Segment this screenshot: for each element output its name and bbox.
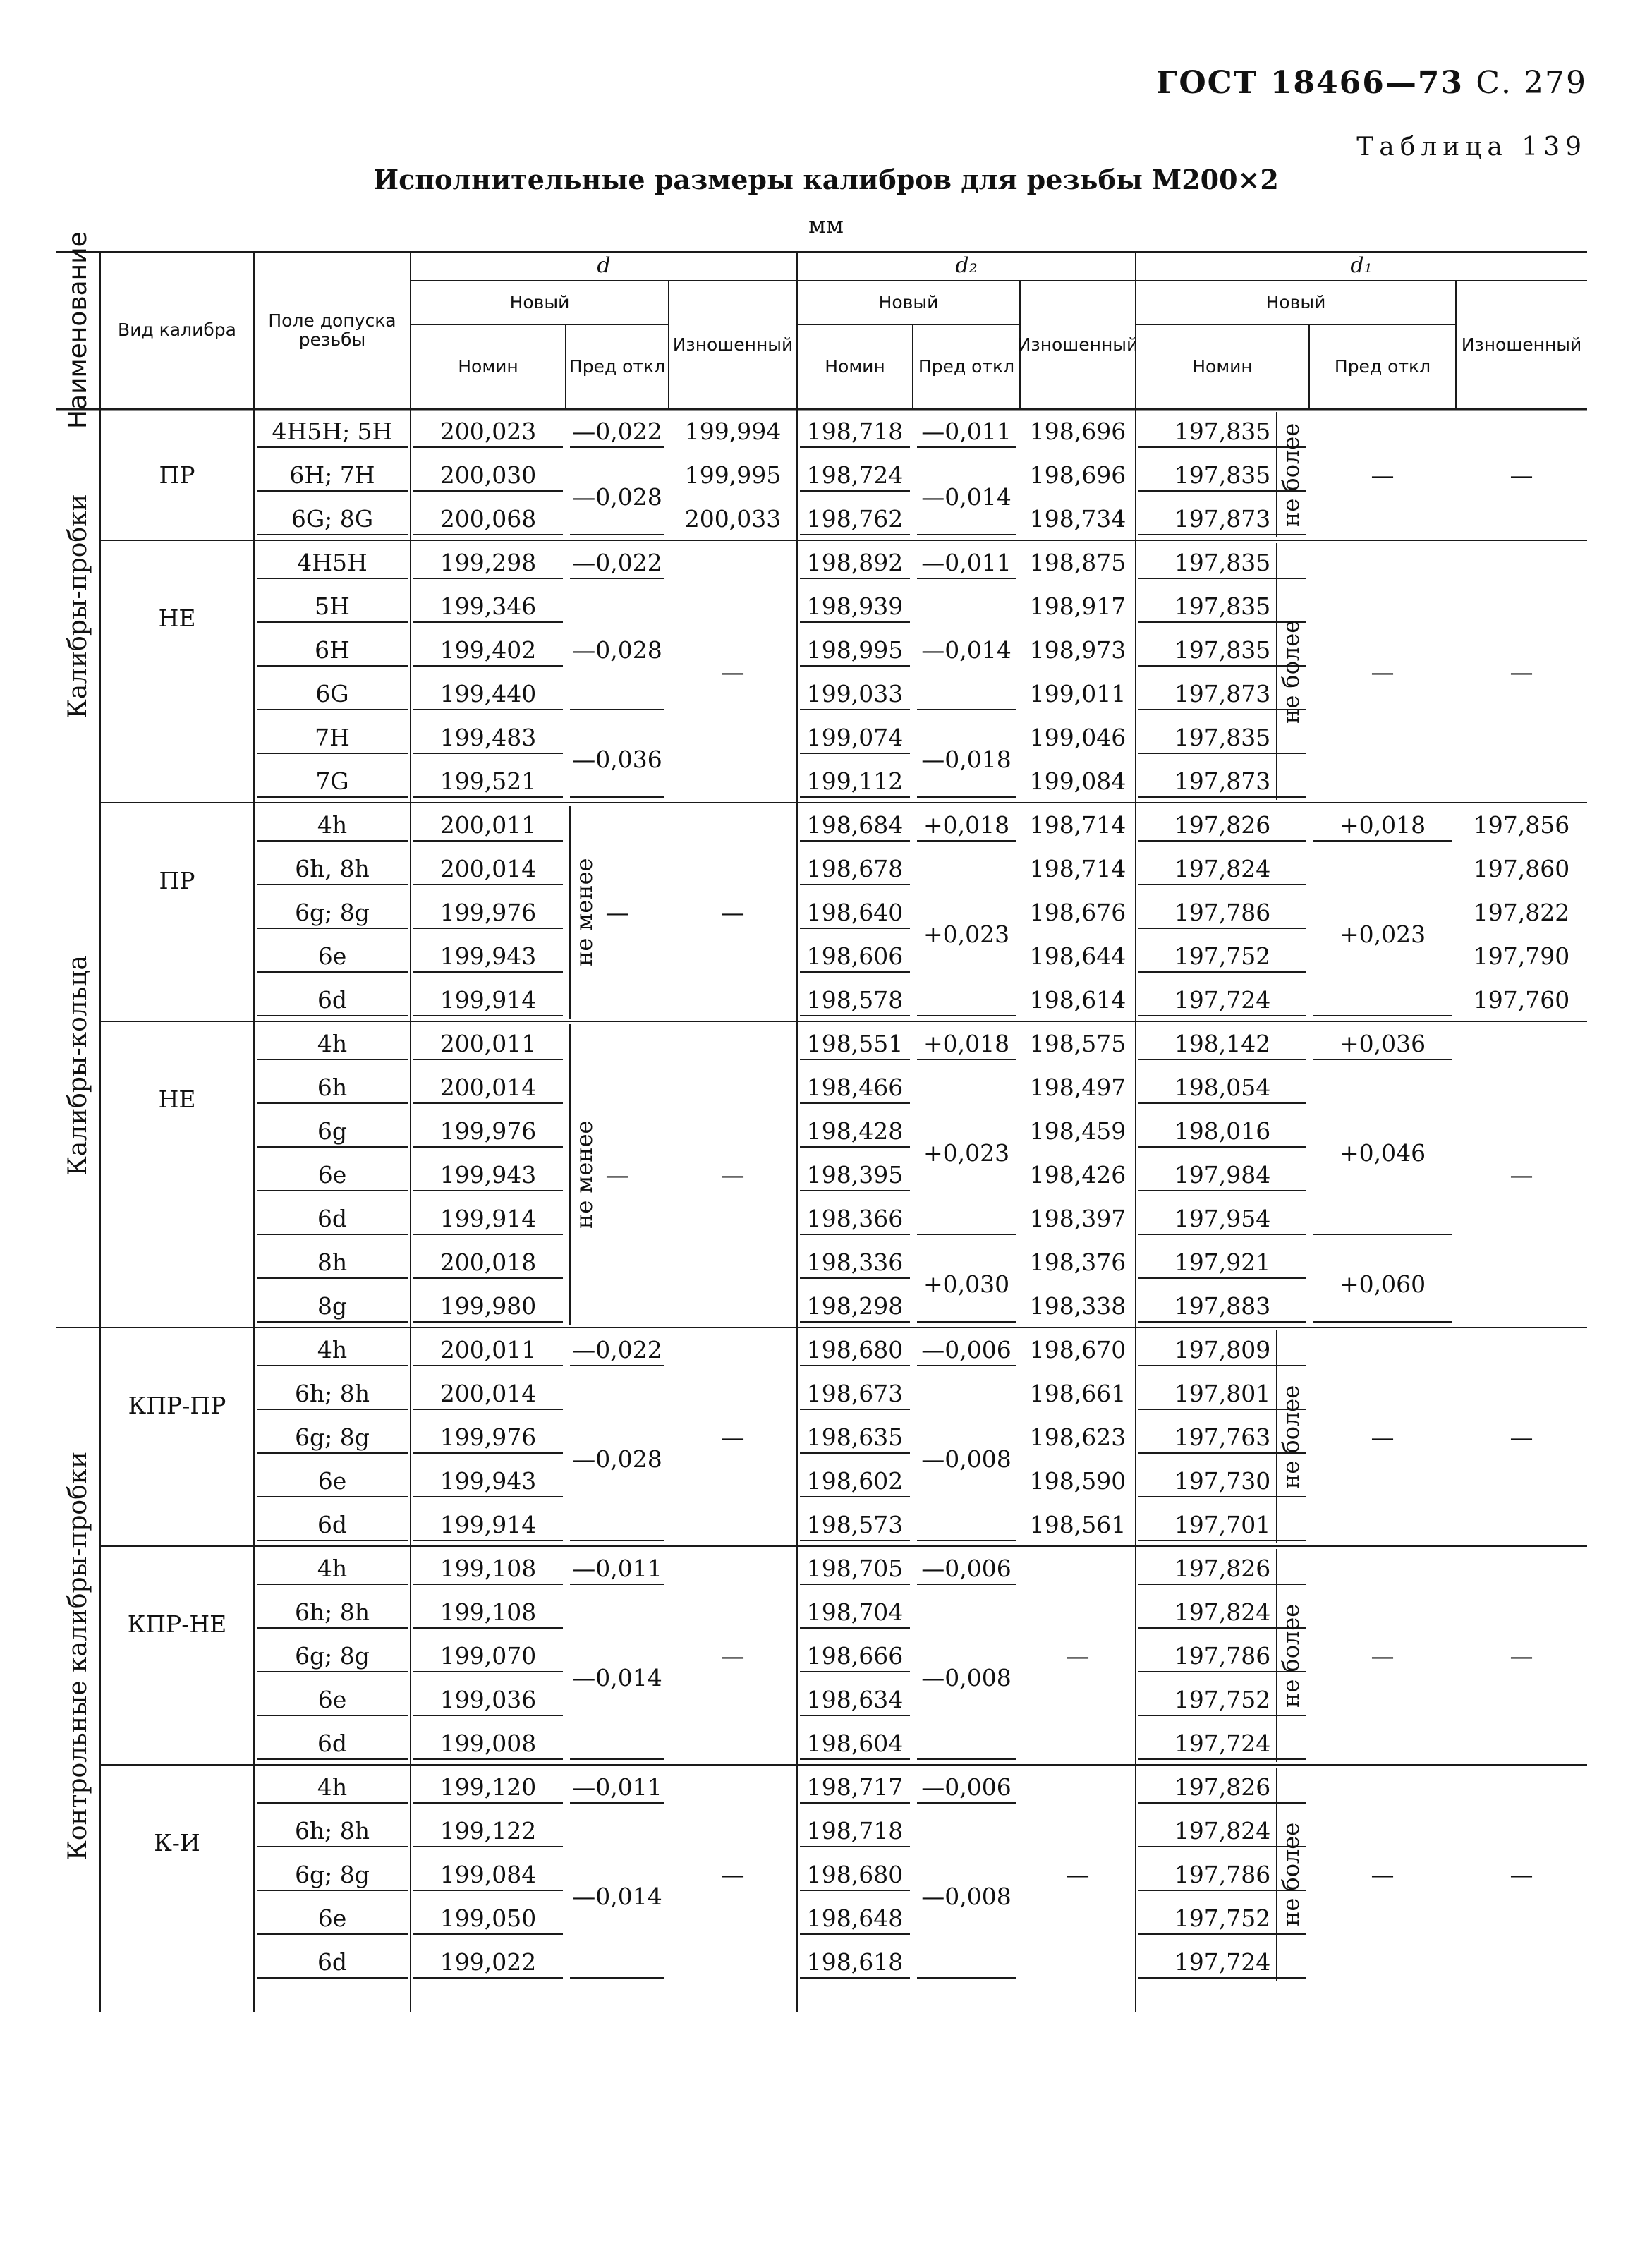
d2-worn-cell: 198,714 [1029, 854, 1126, 882]
d2-worn-cell: 198,917 [1029, 592, 1126, 620]
d2-nominal-cell: 199,112 [806, 767, 904, 795]
d1-nominal-cell: 197,824 [1174, 1816, 1271, 1845]
column-header-worn-d1: Изношенный [1461, 334, 1582, 356]
d-nominal-cell: 199,346 [439, 592, 537, 620]
d2-worn-cell: 198,973 [1029, 636, 1126, 664]
d1-nominal-cell: 197,701 [1174, 1510, 1271, 1538]
d1-nominal-cell: 197,883 [1174, 1292, 1271, 1320]
dash-cell: — [721, 657, 745, 686]
d2-worn-cell: 198,590 [1029, 1466, 1126, 1495]
d1-nominal-cell: 197,786 [1174, 1641, 1271, 1670]
dash-cell: — [1371, 657, 1395, 686]
d1-nominal-cell: 197,921 [1174, 1248, 1271, 1276]
d-nominal-cell: 200,014 [439, 854, 537, 882]
unit-label: мм [808, 212, 844, 238]
note-not-more: не более [1277, 1603, 1304, 1708]
dash-cell: — [1510, 1641, 1533, 1670]
d2-worn-cell: 198,734 [1029, 504, 1126, 533]
d2-worn-cell: 198,426 [1029, 1160, 1126, 1189]
deviation-cell: —0,018 [921, 745, 1012, 773]
d2-nominal-cell: 198,635 [806, 1423, 904, 1451]
d1-nominal-cell: 197,873 [1174, 504, 1271, 533]
d2-worn-cell: 199,046 [1029, 723, 1126, 751]
d1-nominal-cell: 197,826 [1174, 810, 1271, 839]
d-nominal-cell: 199,976 [439, 898, 537, 926]
d2-nominal-cell: 198,602 [806, 1466, 904, 1495]
tolerance-cell: 6d [317, 1510, 348, 1538]
deviation-cell: —0,014 [572, 1663, 662, 1691]
d-nominal-cell: 200,023 [439, 417, 537, 445]
tolerance-cell: 6g; 8g [295, 898, 370, 926]
gauge-dimensions-table [56, 231, 1587, 2141]
note-not-more: не более [1277, 619, 1304, 724]
d-nominal-cell: 199,943 [439, 942, 537, 970]
dash-cell: — [721, 1641, 745, 1670]
d1-nominal-cell: 197,835 [1174, 723, 1271, 751]
tolerance-cell: 6h; 8h [294, 1816, 370, 1845]
column-header-deviation-d2: Пред откл [918, 356, 1015, 377]
d-nominal-cell: 199,976 [439, 1423, 537, 1451]
d1-nominal-cell: 197,835 [1174, 461, 1271, 489]
note-not-less: не менее [571, 1120, 597, 1229]
d1-worn-cell: 197,860 [1473, 854, 1570, 882]
d2-nominal-cell: 199,074 [806, 723, 904, 751]
d-nominal-cell: 199,084 [439, 1860, 537, 1888]
deviation-cell: —0,011 [921, 417, 1012, 445]
dash-cell: — [1371, 1423, 1395, 1451]
d2-nominal-cell: 198,680 [806, 1335, 904, 1363]
gauge-type-2: ПР [159, 866, 195, 894]
d-nominal-cell: 200,011 [439, 810, 537, 839]
d-nominal-cell: 200,011 [439, 1029, 537, 1057]
d2-nominal-cell: 198,995 [806, 636, 904, 664]
d1-nominal-cell: 197,824 [1174, 854, 1271, 882]
dash-cell: — [1510, 461, 1533, 489]
deviation-cell: +0,023 [923, 920, 1010, 948]
d2-nominal-cell: 198,618 [806, 1948, 904, 1976]
tolerance-cell: 6g; 8g [295, 1423, 370, 1451]
gauge-type-1: НЕ [158, 604, 196, 632]
d2-worn-cell: 198,623 [1029, 1423, 1126, 1451]
note-not-less: не менее [571, 858, 597, 966]
tolerance-cell: 6H; 7H [289, 461, 375, 489]
dash-cell: — [1066, 1641, 1090, 1670]
d2-worn-cell: 198,714 [1029, 810, 1126, 839]
deviation-cell: —0,036 [572, 745, 662, 773]
dash-cell: — [721, 1423, 745, 1451]
tolerance-cell: 6h, 8h [295, 854, 370, 882]
note-not-more: не более [1277, 423, 1304, 527]
d1-nominal-cell: 198,054 [1174, 1073, 1271, 1101]
d-nominal-cell: 199,980 [439, 1292, 537, 1320]
column-header-type: Вид калибра [118, 320, 236, 341]
tolerance-cell: 6G; 8G [291, 504, 374, 533]
d1-nominal-cell: 197,835 [1174, 636, 1271, 664]
d-nominal-cell: 200,014 [439, 1379, 537, 1407]
d2-nominal-cell: 198,336 [806, 1248, 904, 1276]
d2-worn-cell: 198,696 [1029, 417, 1126, 445]
deviation-cell: +0,023 [923, 1138, 1010, 1167]
column-header-deviation-d1: Пред откл [1334, 356, 1431, 377]
d1-worn-cell: 197,790 [1473, 942, 1570, 970]
d1-nominal-cell: 197,752 [1174, 942, 1271, 970]
d-nominal-cell: 199,483 [439, 723, 537, 751]
d1-worn-cell: 197,856 [1473, 810, 1570, 839]
d2-worn-cell: 198,875 [1029, 548, 1126, 576]
tolerance-cell: 8h [317, 1248, 348, 1276]
d2-nominal-cell: 198,724 [806, 461, 904, 489]
deviation-cell: +0,030 [923, 1270, 1010, 1298]
d1-nominal-cell: 197,824 [1174, 1598, 1271, 1626]
d2-nominal-cell: 198,428 [806, 1117, 904, 1145]
d2-nominal-cell: 198,680 [806, 1860, 904, 1888]
table-title: Исполнительные размеры калибров для резьбы М200×2 [373, 164, 1279, 195]
d-worn-cell: 199,994 [684, 417, 782, 445]
note-not-more: не более [1277, 1822, 1304, 1926]
group-label-2: Контрольные калибры-пробки [63, 1451, 92, 1860]
column-header-d2: d₂ [955, 253, 978, 278]
d2-worn-cell: 198,670 [1029, 1335, 1126, 1363]
deviation-cell: —0,011 [572, 1773, 662, 1801]
column-header-new-d2: Новый [878, 292, 939, 313]
d1-nominal-cell: 198,142 [1174, 1029, 1271, 1057]
column-header-new-d1: Новый [1265, 292, 1326, 313]
d2-nominal-cell: 198,606 [806, 942, 904, 970]
d2-nominal-cell: 198,298 [806, 1292, 904, 1320]
d1-nominal-cell: 197,835 [1174, 417, 1271, 445]
dash-cell: — [1510, 1160, 1533, 1189]
table-number: Таблица 139 [1356, 133, 1587, 162]
deviation-cell: —0,008 [921, 1882, 1012, 1910]
d1-nominal-cell: 197,801 [1174, 1379, 1271, 1407]
d1-nominal-cell: 197,724 [1174, 1729, 1271, 1757]
deviation-cell: —0,014 [921, 482, 1012, 511]
d1-nominal-cell: 197,724 [1174, 985, 1271, 1014]
tolerance-cell: 6G [315, 679, 349, 707]
column-header-nominal-d1: Номин [1192, 356, 1253, 377]
d1-nominal-cell: 197,763 [1174, 1423, 1271, 1451]
d2-nominal-cell: 198,718 [806, 1816, 904, 1845]
tolerance-cell: 6g; 8g [295, 1860, 370, 1888]
d2-worn-cell: 198,696 [1029, 461, 1126, 489]
tolerance-cell: 6h [317, 1073, 348, 1101]
tolerance-cell: 7G [315, 767, 349, 795]
d-nominal-cell: 199,402 [439, 636, 537, 664]
d2-nominal-cell: 198,673 [806, 1379, 904, 1407]
d2-nominal-cell: 198,892 [806, 548, 904, 576]
d2-worn-cell: 199,084 [1029, 767, 1126, 795]
tolerance-cell: 6d [317, 985, 348, 1014]
tolerance-cell: 7H [315, 723, 350, 751]
deviation-cell: —0,006 [921, 1554, 1012, 1582]
d2-worn-cell: 198,676 [1029, 898, 1126, 926]
d1-nominal-cell: 197,786 [1174, 898, 1271, 926]
d1-nominal-cell: 197,752 [1174, 1904, 1271, 1932]
tolerance-cell: 6H [315, 636, 350, 664]
d1-worn-cell: 197,822 [1473, 898, 1570, 926]
dash-cell: — [1066, 1860, 1090, 1888]
d-nominal-cell: 200,018 [439, 1248, 537, 1276]
d-nominal-cell: 199,120 [439, 1773, 537, 1801]
d-nominal-cell: 200,030 [439, 461, 537, 489]
tolerance-cell: 5H [315, 592, 350, 620]
column-header-worn-d: Изношенный [672, 334, 794, 356]
d2-worn-cell: 198,397 [1029, 1204, 1126, 1232]
deviation-cell: —0,006 [921, 1335, 1012, 1363]
tolerance-cell: 6d [317, 1948, 348, 1976]
column-header-name: Наименование [63, 231, 92, 429]
gauge-type-3: НЕ [158, 1085, 196, 1113]
gauge-type-6: К-И [154, 1828, 200, 1857]
d2-worn-cell: 198,575 [1029, 1029, 1126, 1057]
column-header-worn-d2: Изношенный [1017, 334, 1138, 356]
dash-cell: — [1371, 1641, 1395, 1670]
dash-cell: — [1510, 657, 1533, 686]
tolerance-cell: 4h [317, 1554, 348, 1582]
deviation-cell: —0,028 [572, 482, 662, 511]
gauge-type-4: КПР-ПР [128, 1391, 226, 1419]
dash-cell: — [721, 1160, 745, 1189]
d2-worn-cell: 198,661 [1029, 1379, 1126, 1407]
deviation-cell: +0,018 [1339, 810, 1426, 839]
column-header-d: d [597, 253, 611, 278]
d1-nominal-cell: 197,752 [1174, 1685, 1271, 1713]
d-nominal-cell: 199,976 [439, 1117, 537, 1145]
d2-worn-cell: 198,497 [1029, 1073, 1126, 1101]
d1-nominal-cell: 197,826 [1174, 1554, 1271, 1582]
tolerance-cell: 4h [317, 1335, 348, 1363]
d-worn-cell: 199,995 [684, 461, 782, 489]
deviation-cell: —0,014 [572, 1882, 662, 1910]
deviation-cell: —0,008 [921, 1445, 1012, 1473]
d2-worn-cell: 198,644 [1029, 942, 1126, 970]
tolerance-cell: 4h [317, 810, 348, 839]
d2-nominal-cell: 198,466 [806, 1073, 904, 1101]
d1-nominal-cell: 197,724 [1174, 1948, 1271, 1976]
d1-nominal-cell: 197,873 [1174, 679, 1271, 707]
d-nominal-cell: 199,914 [439, 1204, 537, 1232]
deviation-cell: —0,011 [921, 548, 1012, 576]
d2-nominal-cell: 198,551 [806, 1029, 904, 1057]
group-label-0: Калибры-пробки [63, 493, 92, 719]
tolerance-cell: 8g [317, 1292, 348, 1320]
d2-nominal-cell: 198,678 [806, 854, 904, 882]
tolerance-cell: 4h [317, 1029, 348, 1057]
deviation-cell: —0,008 [921, 1663, 1012, 1691]
column-header-d1: d₁ [1350, 253, 1373, 278]
d2-worn-cell: 198,561 [1029, 1510, 1126, 1538]
d1-worn-cell: 197,760 [1473, 985, 1570, 1014]
d2-nominal-cell: 198,666 [806, 1641, 904, 1670]
tolerance-cell: 4h [317, 1773, 348, 1801]
deviation-cell: —0,028 [572, 636, 662, 664]
tolerance-cell: 6d [317, 1204, 348, 1232]
d-nominal-cell: 199,008 [439, 1729, 537, 1757]
tolerance-cell: 6e [317, 942, 347, 970]
note-not-more: не более [1277, 1385, 1304, 1489]
d-nominal-cell: 199,070 [439, 1641, 537, 1670]
d2-worn-cell: 198,459 [1029, 1117, 1126, 1145]
d-nominal-cell: 199,050 [439, 1904, 537, 1932]
tolerance-cell: 6d [317, 1729, 348, 1757]
d-worn-cell: 200,033 [684, 504, 782, 533]
d-nominal-cell: 199,298 [439, 548, 537, 576]
dash-cell: — [1510, 1423, 1533, 1451]
d1-nominal-cell: 198,016 [1174, 1117, 1271, 1145]
tolerance-cell: 6g [317, 1117, 348, 1145]
d2-worn-cell: 198,338 [1029, 1292, 1126, 1320]
deviation-cell: +0,060 [1339, 1270, 1426, 1298]
d-nominal-cell: 199,022 [439, 1948, 537, 1976]
deviation-cell: +0,023 [1339, 920, 1426, 948]
d1-nominal-cell: 197,809 [1174, 1335, 1271, 1363]
d2-nominal-cell: 198,640 [806, 898, 904, 926]
d-nominal-cell: 199,914 [439, 1510, 537, 1538]
d-nominal-cell: 200,011 [439, 1335, 537, 1363]
d1-nominal-cell: 197,826 [1174, 1773, 1271, 1801]
d2-nominal-cell: 198,717 [806, 1773, 904, 1801]
tolerance-cell: 6e [317, 1160, 347, 1189]
deviation-cell: —0,006 [921, 1773, 1012, 1801]
d2-nominal-cell: 198,684 [806, 810, 904, 839]
d2-nominal-cell: 198,604 [806, 1729, 904, 1757]
dash-cell: — [605, 898, 629, 926]
d1-nominal-cell: 197,835 [1174, 548, 1271, 576]
dash-cell: — [605, 1160, 629, 1189]
d2-nominal-cell: 198,573 [806, 1510, 904, 1538]
d2-nominal-cell: 198,704 [806, 1598, 904, 1626]
deviation-cell: —0,022 [572, 1335, 662, 1363]
d-nominal-cell: 199,521 [439, 767, 537, 795]
d1-nominal-cell: 197,954 [1174, 1204, 1271, 1232]
tolerance-cell: 4H5H [297, 548, 368, 576]
deviation-cell: +0,018 [923, 810, 1010, 839]
tolerance-cell: 6e [317, 1685, 347, 1713]
deviation-cell: —0,028 [572, 1445, 662, 1473]
deviation-cell: +0,046 [1339, 1138, 1426, 1167]
d2-nominal-cell: 199,033 [806, 679, 904, 707]
group-label-1: Калибры-кольца [63, 954, 92, 1176]
tolerance-cell: 6g; 8g [295, 1641, 370, 1670]
column-header-deviation-d: Пред откл [569, 356, 666, 377]
d1-nominal-cell: 197,835 [1174, 592, 1271, 620]
d-nominal-cell: 199,108 [439, 1554, 537, 1582]
d-nominal-cell: 199,108 [439, 1598, 537, 1626]
d2-nominal-cell: 198,395 [806, 1160, 904, 1189]
column-header-nominal-d: Номин [458, 356, 518, 377]
d1-nominal-cell: 197,730 [1174, 1466, 1271, 1495]
dash-cell: — [1510, 1860, 1533, 1888]
tolerance-cell: 6h; 8h [294, 1379, 370, 1407]
dash-cell: — [721, 1860, 745, 1888]
dash-cell: — [1371, 461, 1395, 489]
d2-worn-cell: 198,376 [1029, 1248, 1126, 1276]
deviation-cell: —0,011 [572, 1554, 662, 1582]
d2-nominal-cell: 198,634 [806, 1685, 904, 1713]
d2-worn-cell: 199,011 [1029, 679, 1126, 707]
d1-nominal-cell: 197,984 [1174, 1160, 1271, 1189]
dash-cell: — [721, 898, 745, 926]
dash-cell: — [1371, 1860, 1395, 1888]
d2-nominal-cell: 198,366 [806, 1204, 904, 1232]
deviation-cell: —0,022 [572, 417, 662, 445]
gauge-type-5: КПР-НЕ [127, 1610, 227, 1638]
d2-nominal-cell: 198,578 [806, 985, 904, 1014]
d2-worn-cell: 198,614 [1029, 985, 1126, 1014]
d-nominal-cell: 199,943 [439, 1160, 537, 1189]
tolerance-cell: 6e [317, 1466, 347, 1495]
d1-nominal-cell: 197,873 [1174, 767, 1271, 795]
standard-number: ГОСТ 18466—73 С. 279 [1155, 65, 1587, 101]
column-header-tolerance: Поле допуска резьбы [268, 310, 396, 350]
d1-nominal-cell: 197,786 [1174, 1860, 1271, 1888]
d-nominal-cell: 199,914 [439, 985, 537, 1014]
deviation-cell: +0,036 [1339, 1029, 1426, 1057]
d-nominal-cell: 200,068 [439, 504, 537, 533]
d2-nominal-cell: 198,762 [806, 504, 904, 533]
d2-nominal-cell: 198,705 [806, 1554, 904, 1582]
d-nominal-cell: 199,122 [439, 1816, 537, 1845]
tolerance-cell: 6e [317, 1904, 347, 1932]
column-header-new-d: Новый [509, 292, 570, 313]
tolerance-cell: 6h; 8h [294, 1598, 370, 1626]
deviation-cell: —0,022 [572, 548, 662, 576]
d-nominal-cell: 199,943 [439, 1466, 537, 1495]
tolerance-cell: 4H5H; 5H [272, 417, 393, 445]
d2-nominal-cell: 198,718 [806, 417, 904, 445]
deviation-cell: +0,018 [923, 1029, 1010, 1057]
d-nominal-cell: 199,036 [439, 1685, 537, 1713]
deviation-cell: —0,014 [921, 636, 1012, 664]
d-nominal-cell: 199,440 [439, 679, 537, 707]
d2-nominal-cell: 198,648 [806, 1904, 904, 1932]
d2-nominal-cell: 198,939 [806, 592, 904, 620]
column-header-nominal-d2: Номин [825, 356, 885, 377]
gauge-type-0: ПР [159, 461, 195, 489]
d-nominal-cell: 200,014 [439, 1073, 537, 1101]
